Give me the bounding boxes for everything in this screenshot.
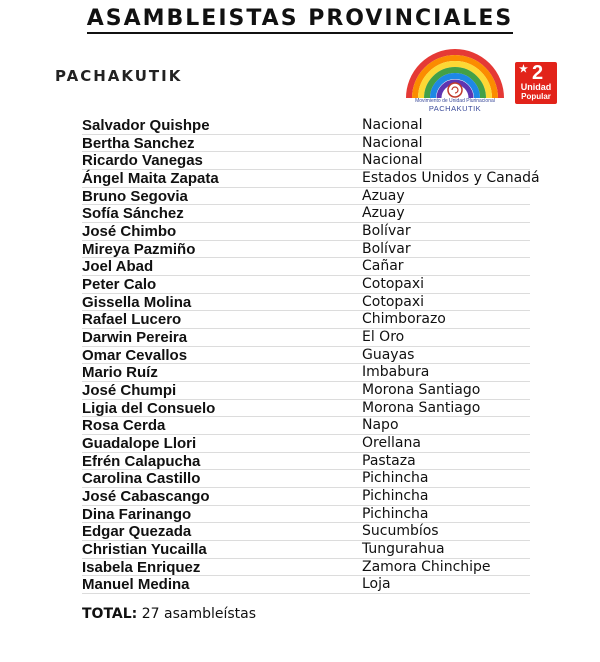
list-item [82, 382, 552, 400]
candidate-province: Nacional [362, 117, 423, 133]
candidate-province: El Oro [362, 329, 405, 346]
list-number: 2 [532, 62, 544, 84]
candidate-province: Cotopaxi [362, 276, 425, 293]
page-title: ASAMBLEISTAS PROVINCIALES [0, 6, 600, 31]
candidate-name: Rafael Lucero [82, 311, 182, 329]
candidate-name: Manuel Medina [82, 576, 190, 594]
candidate-name: Joel Abad [82, 258, 154, 276]
candidate-name: Mireya Pazmiño [82, 240, 196, 258]
candidate-name: Ricardo Vanegas [82, 152, 203, 170]
candidate-list [82, 117, 552, 594]
candidate-name: Ángel Maita Zapata [82, 170, 219, 188]
candidate-name: José Cabascango [82, 488, 210, 506]
candidate-province: Morona Santiago [362, 399, 481, 416]
candidate-province: Pastaza [362, 452, 416, 469]
total-line [82, 606, 256, 622]
list-item [82, 152, 552, 170]
candidate-province: Bolívar [362, 223, 411, 240]
candidate-name: Dina Farinango [82, 505, 192, 523]
candidate-province: Zamora Chinchipe [362, 558, 491, 575]
candidate-name: Bertha Sanchez [82, 134, 195, 152]
candidate-province: Tungurahua [362, 541, 445, 558]
list-item [82, 205, 552, 223]
candidate-name: Rosa Cerda [82, 417, 166, 435]
candidate-name: Peter Calo [82, 276, 157, 294]
list-item [82, 453, 552, 471]
candidate-province: Bolívar [362, 240, 411, 257]
candidate-name: Guadalope Llori [82, 435, 197, 453]
list-item [82, 559, 552, 577]
list-item [82, 241, 552, 259]
total-value: 27 asambleístas [141, 606, 257, 622]
candidate-province: Orellana [362, 435, 421, 452]
candidate-name: Isabela Enriquez [82, 558, 201, 576]
pachakutik-caption-small: Movimiento de Unidad Plurinacional [415, 98, 495, 104]
candidate-province: Chimborazo [362, 311, 446, 328]
candidate-province: Pichincha [362, 505, 429, 522]
list-item [82, 347, 552, 365]
candidate-province: Estados Unidos y Canadá [362, 170, 540, 187]
candidate-name: Bruno Segovia [82, 187, 188, 205]
candidate-name: Efrén Calapucha [82, 452, 201, 470]
pachakutik-logo [403, 48, 507, 118]
candidate-province: Morona Santiago [362, 382, 481, 399]
list-item [82, 258, 552, 276]
list-item [82, 541, 552, 559]
list-item [82, 117, 552, 135]
candidate-name: Sofía Sánchez [82, 205, 184, 223]
list-item [82, 576, 552, 594]
candidate-province: Pichincha [362, 488, 429, 505]
candidate-name: Gissella Molina [82, 293, 192, 311]
list-item [82, 364, 552, 382]
candidate-name: Omar Cevallos [82, 346, 188, 364]
candidate-name: José Chumpi [82, 382, 177, 400]
list-item [82, 506, 552, 524]
list-item [82, 435, 552, 453]
candidate-name: Salvador Quishpe [82, 117, 210, 134]
party-name: PACHAKUTIK [55, 67, 183, 85]
candidate-name: José Chimbo [82, 223, 177, 241]
list-item [82, 311, 552, 329]
list-item [82, 488, 552, 506]
list-item [82, 188, 552, 206]
candidate-province: Nacional [362, 134, 423, 151]
total-label: TOTAL: [82, 606, 138, 622]
candidate-name: Carolina Castillo [82, 470, 201, 488]
candidate-name: Ligia del Consuelo [82, 399, 216, 417]
list-item [82, 470, 552, 488]
unidad-popular-logo [515, 62, 557, 104]
candidate-province: Imbabura [362, 364, 430, 381]
candidate-name: Christian Yucailla [82, 541, 207, 559]
list-item [82, 276, 552, 294]
list-item [82, 400, 552, 418]
candidate-province: Loja [362, 576, 391, 593]
unidad-label: Unidad [520, 82, 552, 92]
candidate-province: Pichincha [362, 470, 429, 487]
star-icon: ★ [519, 64, 528, 75]
list-item [82, 329, 552, 347]
candidate-province: Azuay [362, 205, 405, 222]
popular-label: Popular [521, 92, 551, 101]
list-item [82, 417, 552, 435]
list-item [82, 170, 552, 188]
list-item [82, 523, 552, 541]
list-item [82, 135, 552, 153]
candidate-name: Mario Ruíz [82, 364, 158, 382]
candidate-province: Guayas [362, 346, 415, 363]
rainbow-icon [403, 48, 507, 100]
candidate-province: Cotopaxi [362, 293, 425, 310]
candidate-province: Azuay [362, 187, 405, 204]
list-item [82, 223, 552, 241]
list-item [82, 294, 552, 312]
candidate-province: Nacional [362, 152, 423, 169]
candidate-province: Sucumbíos [362, 523, 439, 540]
candidate-province: Napo [362, 417, 399, 434]
candidate-name: Darwin Pereira [82, 329, 188, 347]
pachakutik-caption: PACHAKUTIK [428, 104, 482, 113]
candidate-province: Cañar [362, 258, 404, 275]
candidate-name: Edgar Quezada [82, 523, 192, 541]
